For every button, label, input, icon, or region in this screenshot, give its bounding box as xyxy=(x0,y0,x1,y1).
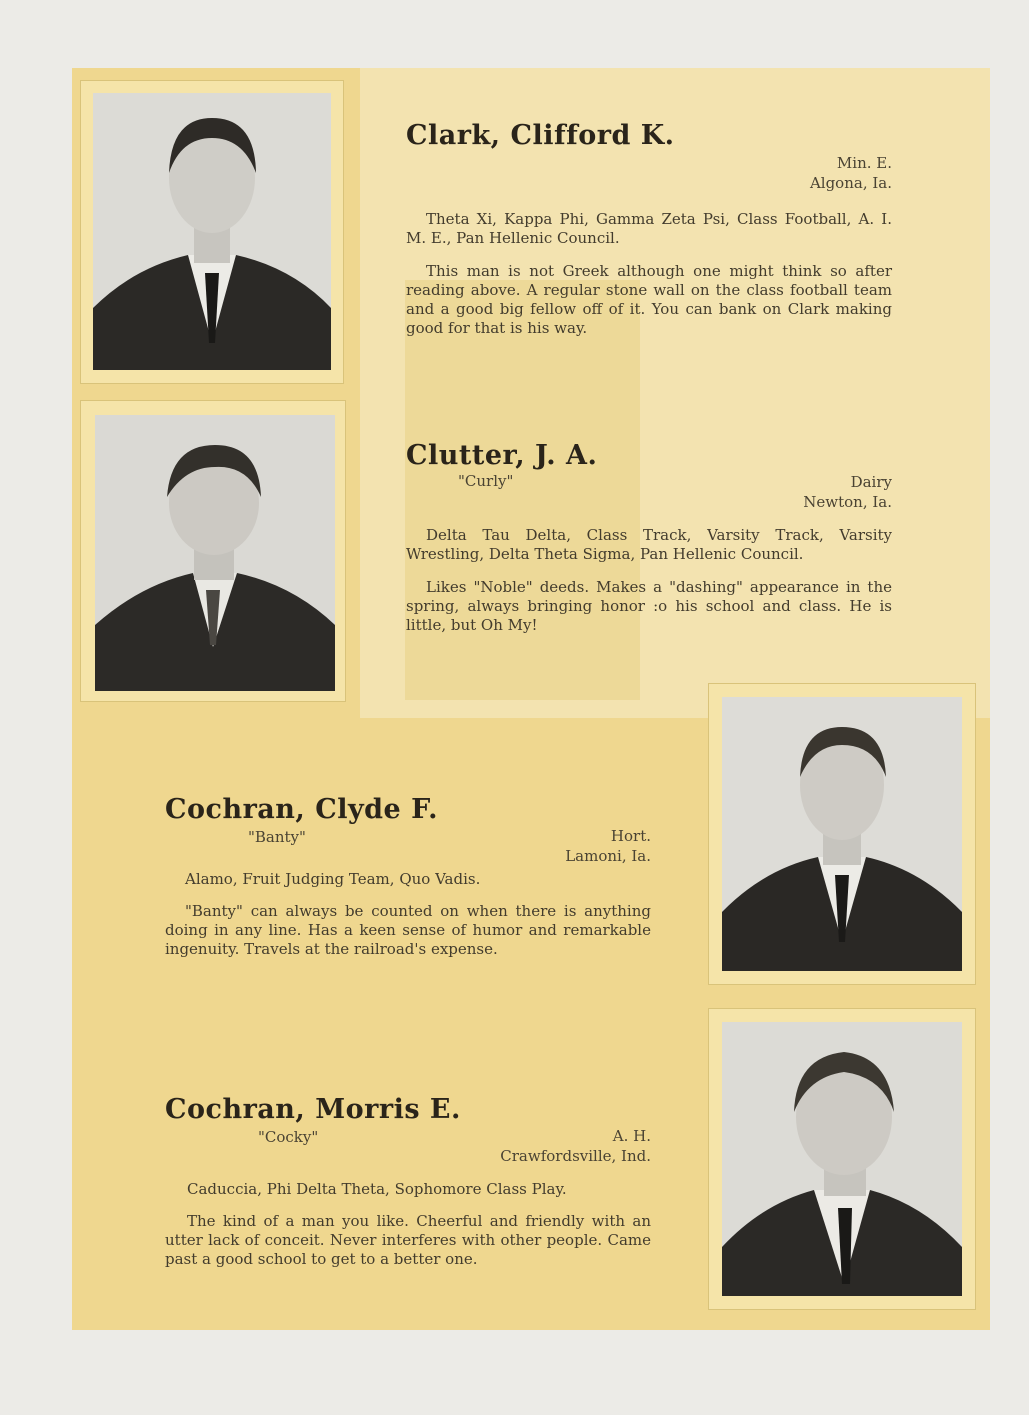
student-course-location xyxy=(500,1126,651,1166)
course: Hort. xyxy=(610,827,651,845)
hometown: Crawfordsville, Ind. xyxy=(500,1147,651,1165)
student-activities: Alamo, Fruit Judging Team, Quo Vadis. xyxy=(185,870,481,888)
student-name: Cochran, Morris E. xyxy=(165,1094,461,1125)
student-nickname: "Curly" xyxy=(458,472,514,490)
student-course-location xyxy=(803,472,892,512)
course: Dairy xyxy=(850,473,892,491)
student-description: The kind of a man you like. Cheerful and friendly with an utter lack of conceit. Never interferes with other people. Came past a good school to get to a better one. xyxy=(165,1212,651,1268)
hometown: Lamoni, Ia. xyxy=(565,847,651,865)
student-nickname: "Cocky" xyxy=(258,1128,319,1146)
hometown: Newton, Ia. xyxy=(803,493,892,511)
student-activities: Caduccia, Phi Delta Theta, Sophomore Class Play. xyxy=(187,1180,567,1198)
portrait-photo xyxy=(93,93,331,370)
student-name: Cochran, Clyde F. xyxy=(165,794,438,825)
student-description: This man is not Greek although one might think so after reading above. A regular stone wall on the class football team and a good big fellow off of it. You can bank on Clark making good for that is his way. xyxy=(406,262,892,337)
portrait-photo xyxy=(722,697,962,971)
student-course-location xyxy=(810,153,892,193)
hometown: Algona, Ia. xyxy=(809,174,892,192)
tower-watermark xyxy=(405,280,640,700)
course: Min. E. xyxy=(836,154,892,172)
student-nickname: "Banty" xyxy=(248,828,306,846)
student-name: Clark, Clifford K. xyxy=(406,120,675,151)
student-course-location xyxy=(565,826,651,866)
student-activities: Delta Tau Delta, Class Track, Varsity Track, Varsity Wrestling, Delta Theta Sigma, Pan Hellenic Council. xyxy=(406,526,892,563)
student-description: "Banty" can always be counted on when there is anything doing in any line. Has a keen sense of humor and remarkable ingenuity. Travels at the railroad's expense. xyxy=(165,902,651,958)
student-activities: Theta Xi, Kappa Phi, Gamma Zeta Psi, Class Football, A. I. M. E., Pan Hellenic Council. xyxy=(406,210,892,247)
course: A. H. xyxy=(612,1127,651,1145)
student-description: Likes "Noble" deeds. Makes a "dashing" appearance in the spring, always bringing honor :o his school and class. He is little, but Oh My! xyxy=(406,578,892,634)
portrait-photo xyxy=(95,415,335,691)
portrait-photo xyxy=(722,1022,962,1296)
student-name: Clutter, J. A. xyxy=(406,440,598,471)
